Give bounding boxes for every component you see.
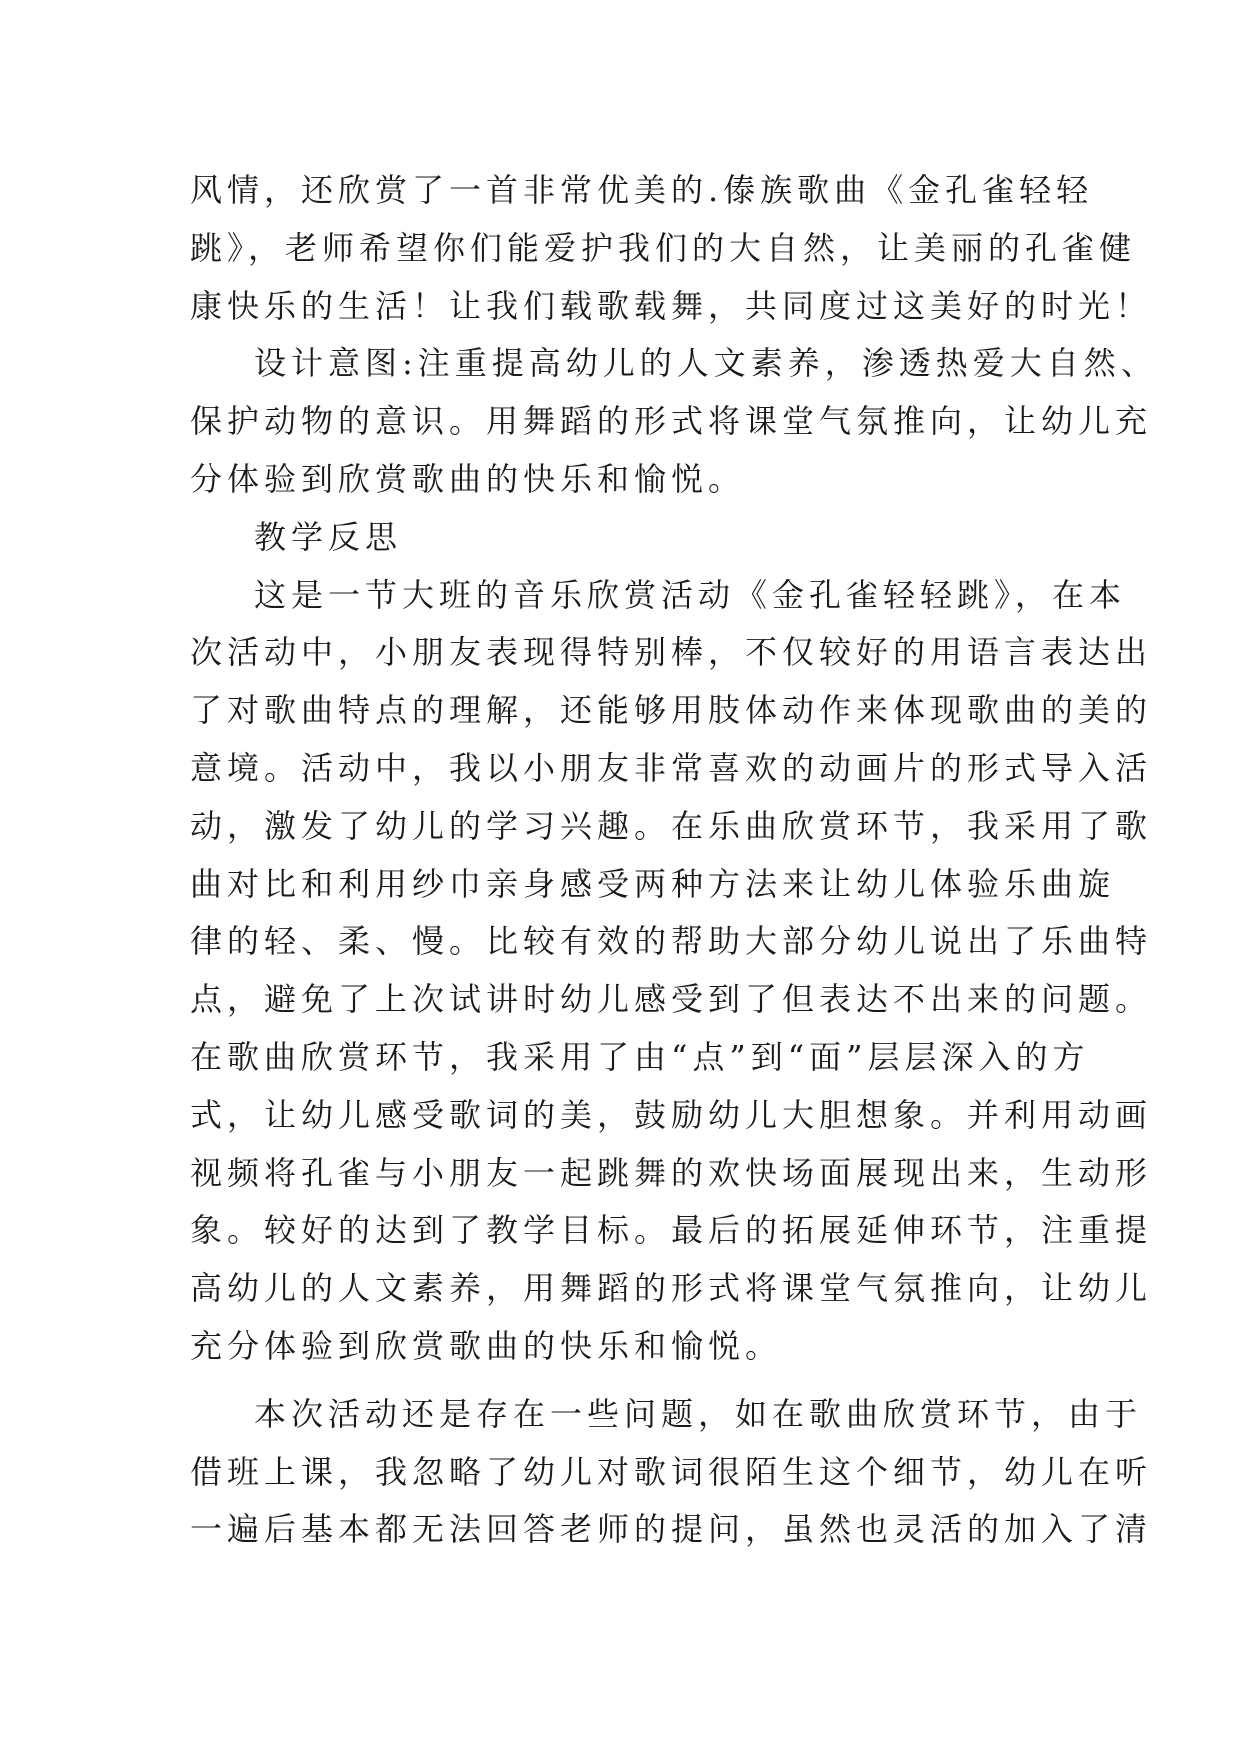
text-line: 式，让幼儿感受歌词的美，鼓励幼儿大胆想象。并利用动画 (190, 1095, 1153, 1134)
text-line: 次活动中，小朋友表现得特别棒，不仅较好的用语言表达出 (190, 633, 1153, 672)
text-line: 视频将孔雀与小朋友一起跳舞的欢快场面展现出来，生动形 (190, 1153, 1153, 1192)
text-line: 一遍后基本都无法回答老师的提问，虽然也灵活的加入了清 (190, 1510, 1153, 1549)
text-line: 了对歌曲特点的理解，还能够用肢体动作来体现歌曲的美的 (190, 691, 1153, 730)
design-intent-line: 设计意图:注重提高幼儿的人文素养，渗透热爱大自然、 (254, 344, 1158, 383)
text-line: 意境。活动中，我以小朋友非常喜欢的动画片的形式导入活 (190, 748, 1153, 787)
section-heading-teaching-reflection: 教学反思 (254, 517, 403, 556)
text-line: 风情，还欣赏了一首非常优美的.傣族歌曲《金孔雀轻轻 (190, 171, 1094, 209)
text-line: 借班上课，我忽略了幼儿对歌词很陌生这个细节，幼儿在听 (190, 1452, 1153, 1491)
text-line: 动，激发了幼儿的学习兴趣。在乐曲欣赏环节，我采用了歌 (190, 806, 1153, 845)
text-line: 充分体验到欣赏歌曲的快乐和愉悦。 (190, 1326, 783, 1365)
text-line: 高幼儿的人文素养，用舞蹈的形式将课堂气氛推向，让幼儿 (190, 1269, 1153, 1308)
text-line: 点，避免了上次试讲时幼儿感受到了但表达不出来的问题。 (190, 980, 1153, 1019)
text-line: 跳》，老师希望你们能爱护我们的大自然，让美丽的孔雀健 (190, 228, 1137, 267)
text-line: 律的轻、柔、慢。比较有效的帮助大部分幼儿说出了乐曲特 (190, 922, 1153, 961)
text-line: 在歌曲欣赏环节，我采用了由“点”到“面”层层深入的方 (190, 1037, 1090, 1076)
text-line: 曲对比和利用纱巾亲身感受两种方法来让幼儿体验乐曲旋 (190, 864, 1116, 903)
text-line: 本次活动还是存在一些问题，如在歌曲欣赏环节，由于 (254, 1394, 1143, 1433)
text-line: 保护动物的意识。用舞蹈的形式将课堂气氛推向，让幼儿充 (190, 402, 1153, 441)
text-line: 象。较好的达到了教学目标。最后的拓展延伸环节，注重提 (190, 1211, 1153, 1250)
body-text (190, 162, 1158, 1559)
text-line: 康快乐的生活！让我们载歌载舞，共同度过这美好的时光！ (190, 286, 1153, 325)
text-line: 这是一节大班的音乐欣赏活动《金孔雀轻轻跳》，在本 (254, 575, 1127, 614)
text-line: 分体验到欣赏歌曲的快乐和愉悦。 (190, 459, 746, 498)
